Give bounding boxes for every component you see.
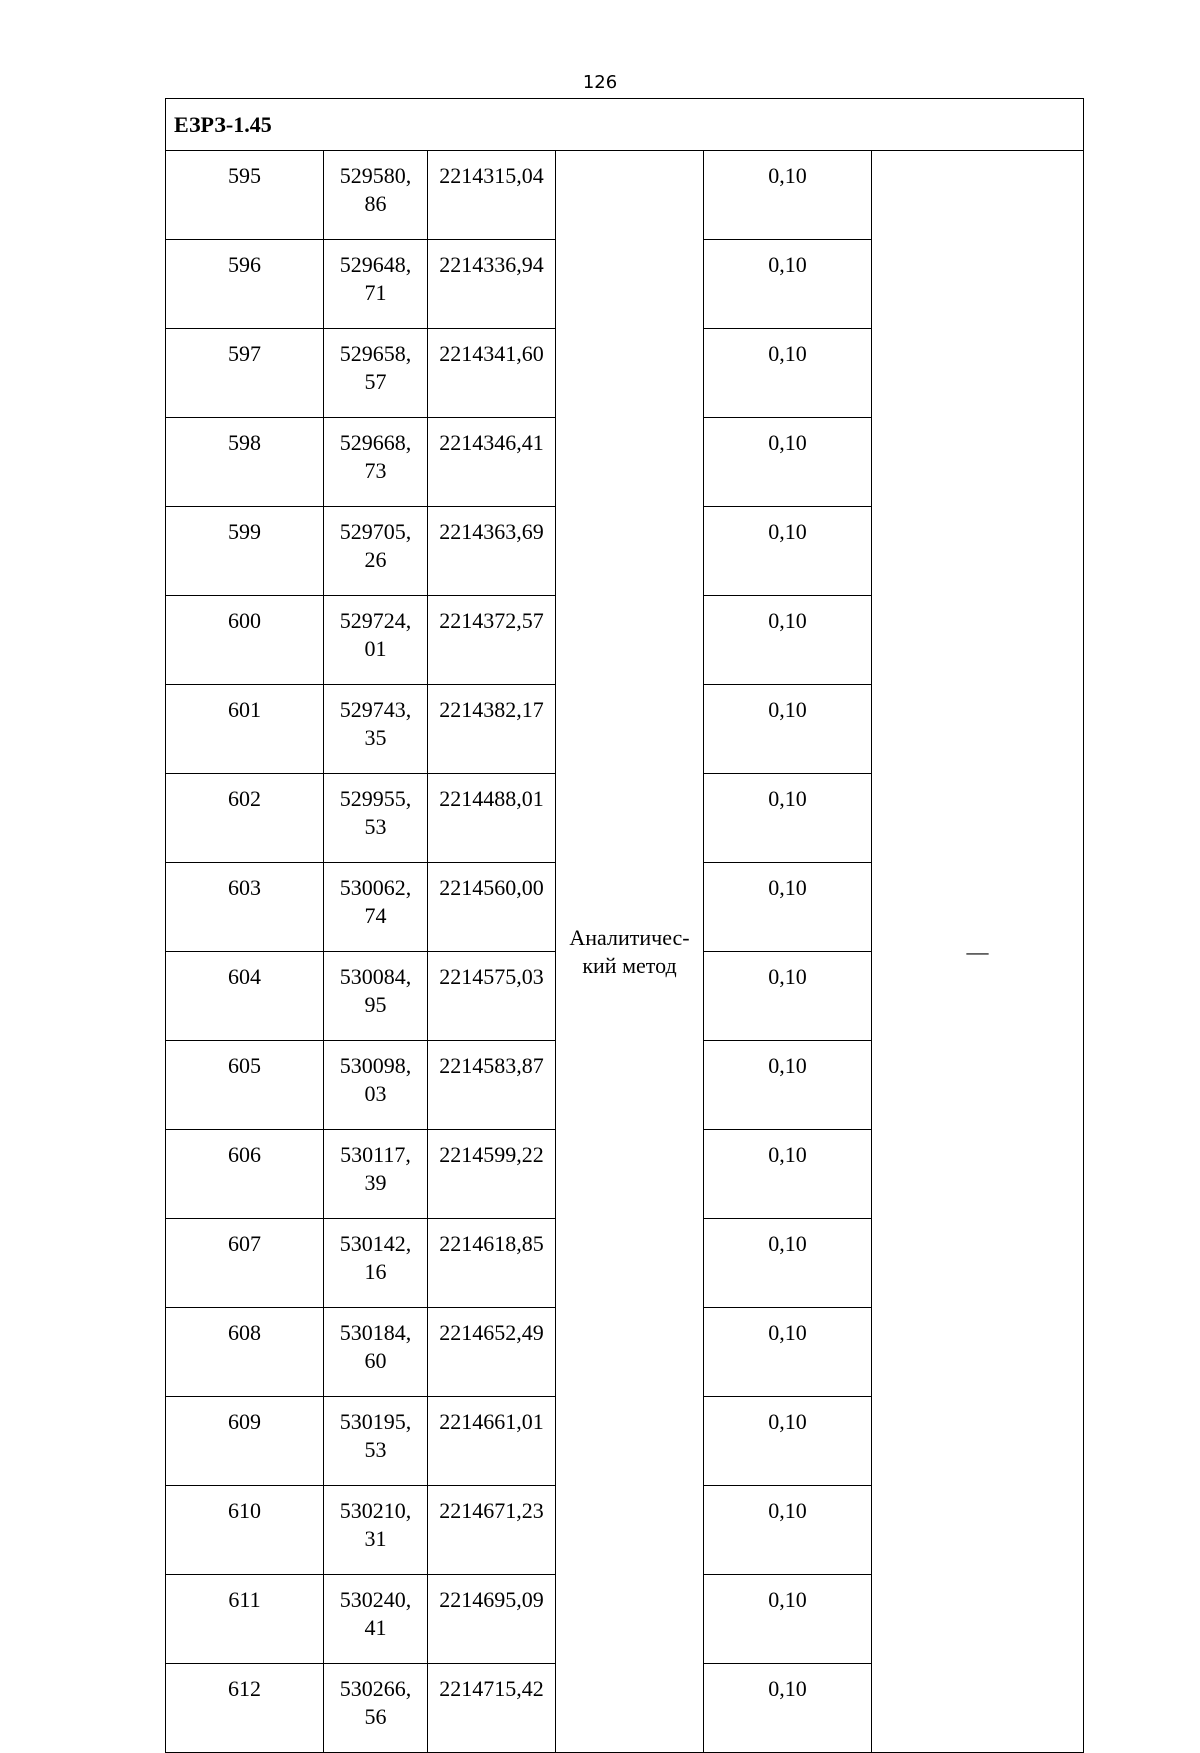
coordinates-table: [165, 98, 1084, 1753]
x-coordinate-part1: 530240,: [339, 1587, 412, 1612]
x-coordinate-cell: [324, 863, 428, 952]
y-coordinate-cell: 2214618,85: [428, 1219, 556, 1308]
x-coordinate-part2: 86: [364, 191, 387, 216]
table-body: [166, 99, 1084, 1753]
point-number-cell: 603: [166, 863, 324, 952]
x-coordinate-cell: [324, 685, 428, 774]
x-coordinate-part2: 35: [364, 725, 387, 750]
section-header-row: [166, 99, 1084, 151]
accuracy-cell: 0,10: [704, 1664, 872, 1753]
x-coordinate-part2: 41: [364, 1615, 387, 1640]
x-coordinate-part2: 53: [364, 814, 387, 839]
point-number-cell: 599: [166, 507, 324, 596]
accuracy-cell: 0,10: [704, 1308, 872, 1397]
y-coordinate-cell: 2214599,22: [428, 1130, 556, 1219]
x-coordinate-part2: 74: [364, 903, 387, 928]
point-number-cell: 604: [166, 952, 324, 1041]
x-coordinate-cell: [324, 507, 428, 596]
accuracy-cell: 0,10: [704, 1486, 872, 1575]
x-coordinate-part1: 529658,: [339, 341, 412, 366]
x-coordinate-part2: 39: [364, 1170, 387, 1195]
point-number-cell: 610: [166, 1486, 324, 1575]
x-coordinate-part1: 530084,: [339, 964, 412, 989]
x-coordinate-part1: 529648,: [339, 252, 412, 277]
accuracy-cell: 0,10: [704, 507, 872, 596]
y-coordinate-cell: 2214488,01: [428, 774, 556, 863]
method-line2: кий метод: [582, 952, 677, 978]
x-coordinate-part2: 53: [364, 1437, 387, 1462]
x-coordinate-cell: [324, 1219, 428, 1308]
point-number-cell: 597: [166, 329, 324, 418]
y-coordinate-cell: 2214695,09: [428, 1575, 556, 1664]
x-coordinate-part2: 57: [364, 369, 387, 394]
section-label: ЕЗРЗ-1.45: [166, 99, 1084, 151]
accuracy-cell: 0,10: [704, 240, 872, 329]
x-coordinate-cell: [324, 240, 428, 329]
accuracy-cell: 0,10: [704, 329, 872, 418]
x-coordinate-part2: 26: [364, 547, 387, 572]
y-coordinate-cell: 2214671,23: [428, 1486, 556, 1575]
y-coordinate-cell: 2214336,94: [428, 240, 556, 329]
accuracy-cell: 0,10: [704, 1130, 872, 1219]
accuracy-cell: 0,10: [704, 685, 872, 774]
x-coordinate-cell: [324, 1575, 428, 1664]
x-coordinate-cell: [324, 1130, 428, 1219]
point-number-cell: 602: [166, 774, 324, 863]
accuracy-cell: 0,10: [704, 151, 872, 240]
accuracy-cell: 0,10: [704, 1041, 872, 1130]
x-coordinate-cell: [324, 1308, 428, 1397]
point-number-cell: 611: [166, 1575, 324, 1664]
x-coordinate-part1: 529955,: [339, 786, 412, 811]
x-coordinate-part1: 530210,: [339, 1498, 412, 1523]
x-coordinate-part1: 530142,: [339, 1231, 412, 1256]
method-cell: [556, 151, 704, 1753]
accuracy-cell: 0,10: [704, 774, 872, 863]
x-coordinate-part1: 529705,: [339, 519, 412, 544]
x-coordinate-part2: 73: [364, 458, 387, 483]
y-coordinate-cell: 2214661,01: [428, 1397, 556, 1486]
y-coordinate-cell: 2214715,42: [428, 1664, 556, 1753]
y-coordinate-cell: 2214346,41: [428, 418, 556, 507]
point-number-cell: 601: [166, 685, 324, 774]
x-coordinate-part1: 529668,: [339, 430, 412, 455]
x-coordinate-part1: 530266,: [339, 1676, 412, 1701]
point-number-cell: 596: [166, 240, 324, 329]
method-line1: Аналитичес-: [569, 924, 690, 950]
x-coordinate-cell: [324, 774, 428, 863]
accuracy-cell: 0,10: [704, 952, 872, 1041]
point-number-cell: 608: [166, 1308, 324, 1397]
x-coordinate-cell: [324, 418, 428, 507]
x-coordinate-part2: 71: [364, 280, 387, 305]
accuracy-cell: 0,10: [704, 1219, 872, 1308]
y-coordinate-cell: 2214372,57: [428, 596, 556, 685]
y-coordinate-cell: 2214652,49: [428, 1308, 556, 1397]
x-coordinate-cell: [324, 1041, 428, 1130]
x-coordinate-part1: 530098,: [339, 1053, 412, 1078]
y-coordinate-cell: 2214560,00: [428, 863, 556, 952]
x-coordinate-part2: 16: [364, 1259, 387, 1284]
y-coordinate-cell: 2214575,03: [428, 952, 556, 1041]
y-coordinate-cell: 2214363,69: [428, 507, 556, 596]
x-coordinate-part1: 529724,: [339, 608, 412, 633]
x-coordinate-cell: [324, 151, 428, 240]
x-coordinate-cell: [324, 596, 428, 685]
y-coordinate-cell: 2214583,87: [428, 1041, 556, 1130]
accuracy-cell: 0,10: [704, 1575, 872, 1664]
table-row: [166, 151, 1084, 240]
point-number-cell: 595: [166, 151, 324, 240]
accuracy-cell: 0,10: [704, 596, 872, 685]
x-coordinate-cell: [324, 1397, 428, 1486]
x-coordinate-part2: 56: [364, 1704, 387, 1729]
accuracy-cell: 0,10: [704, 418, 872, 507]
point-number-cell: 606: [166, 1130, 324, 1219]
x-coordinate-cell: [324, 952, 428, 1041]
point-number-cell: 598: [166, 418, 324, 507]
x-coordinate-cell: [324, 1664, 428, 1753]
note-cell: —: [872, 151, 1084, 1753]
y-coordinate-cell: 2214341,60: [428, 329, 556, 418]
point-number-cell: 607: [166, 1219, 324, 1308]
y-coordinate-cell: 2214382,17: [428, 685, 556, 774]
page-number: 126: [582, 72, 618, 93]
point-number-cell: 609: [166, 1397, 324, 1486]
x-coordinate-part2: 95: [364, 992, 387, 1017]
point-number-cell: 600: [166, 596, 324, 685]
accuracy-cell: 0,10: [704, 863, 872, 952]
x-coordinate-part1: 530184,: [339, 1320, 412, 1345]
point-number-cell: 612: [166, 1664, 324, 1753]
x-coordinate-cell: [324, 1486, 428, 1575]
x-coordinate-part2: 31: [364, 1526, 387, 1551]
accuracy-cell: 0,10: [704, 1397, 872, 1486]
x-coordinate-part1: 529580,: [339, 163, 412, 188]
x-coordinate-cell: [324, 329, 428, 418]
x-coordinate-part2: 03: [364, 1081, 387, 1106]
x-coordinate-part1: 530117,: [340, 1142, 411, 1167]
x-coordinate-part2: 01: [364, 636, 387, 661]
x-coordinate-part1: 530195,: [339, 1409, 412, 1434]
point-number-cell: 605: [166, 1041, 324, 1130]
x-coordinate-part2: 60: [364, 1348, 387, 1373]
x-coordinate-part1: 530062,: [339, 875, 412, 900]
x-coordinate-part1: 529743,: [339, 697, 412, 722]
y-coordinate-cell: 2214315,04: [428, 151, 556, 240]
